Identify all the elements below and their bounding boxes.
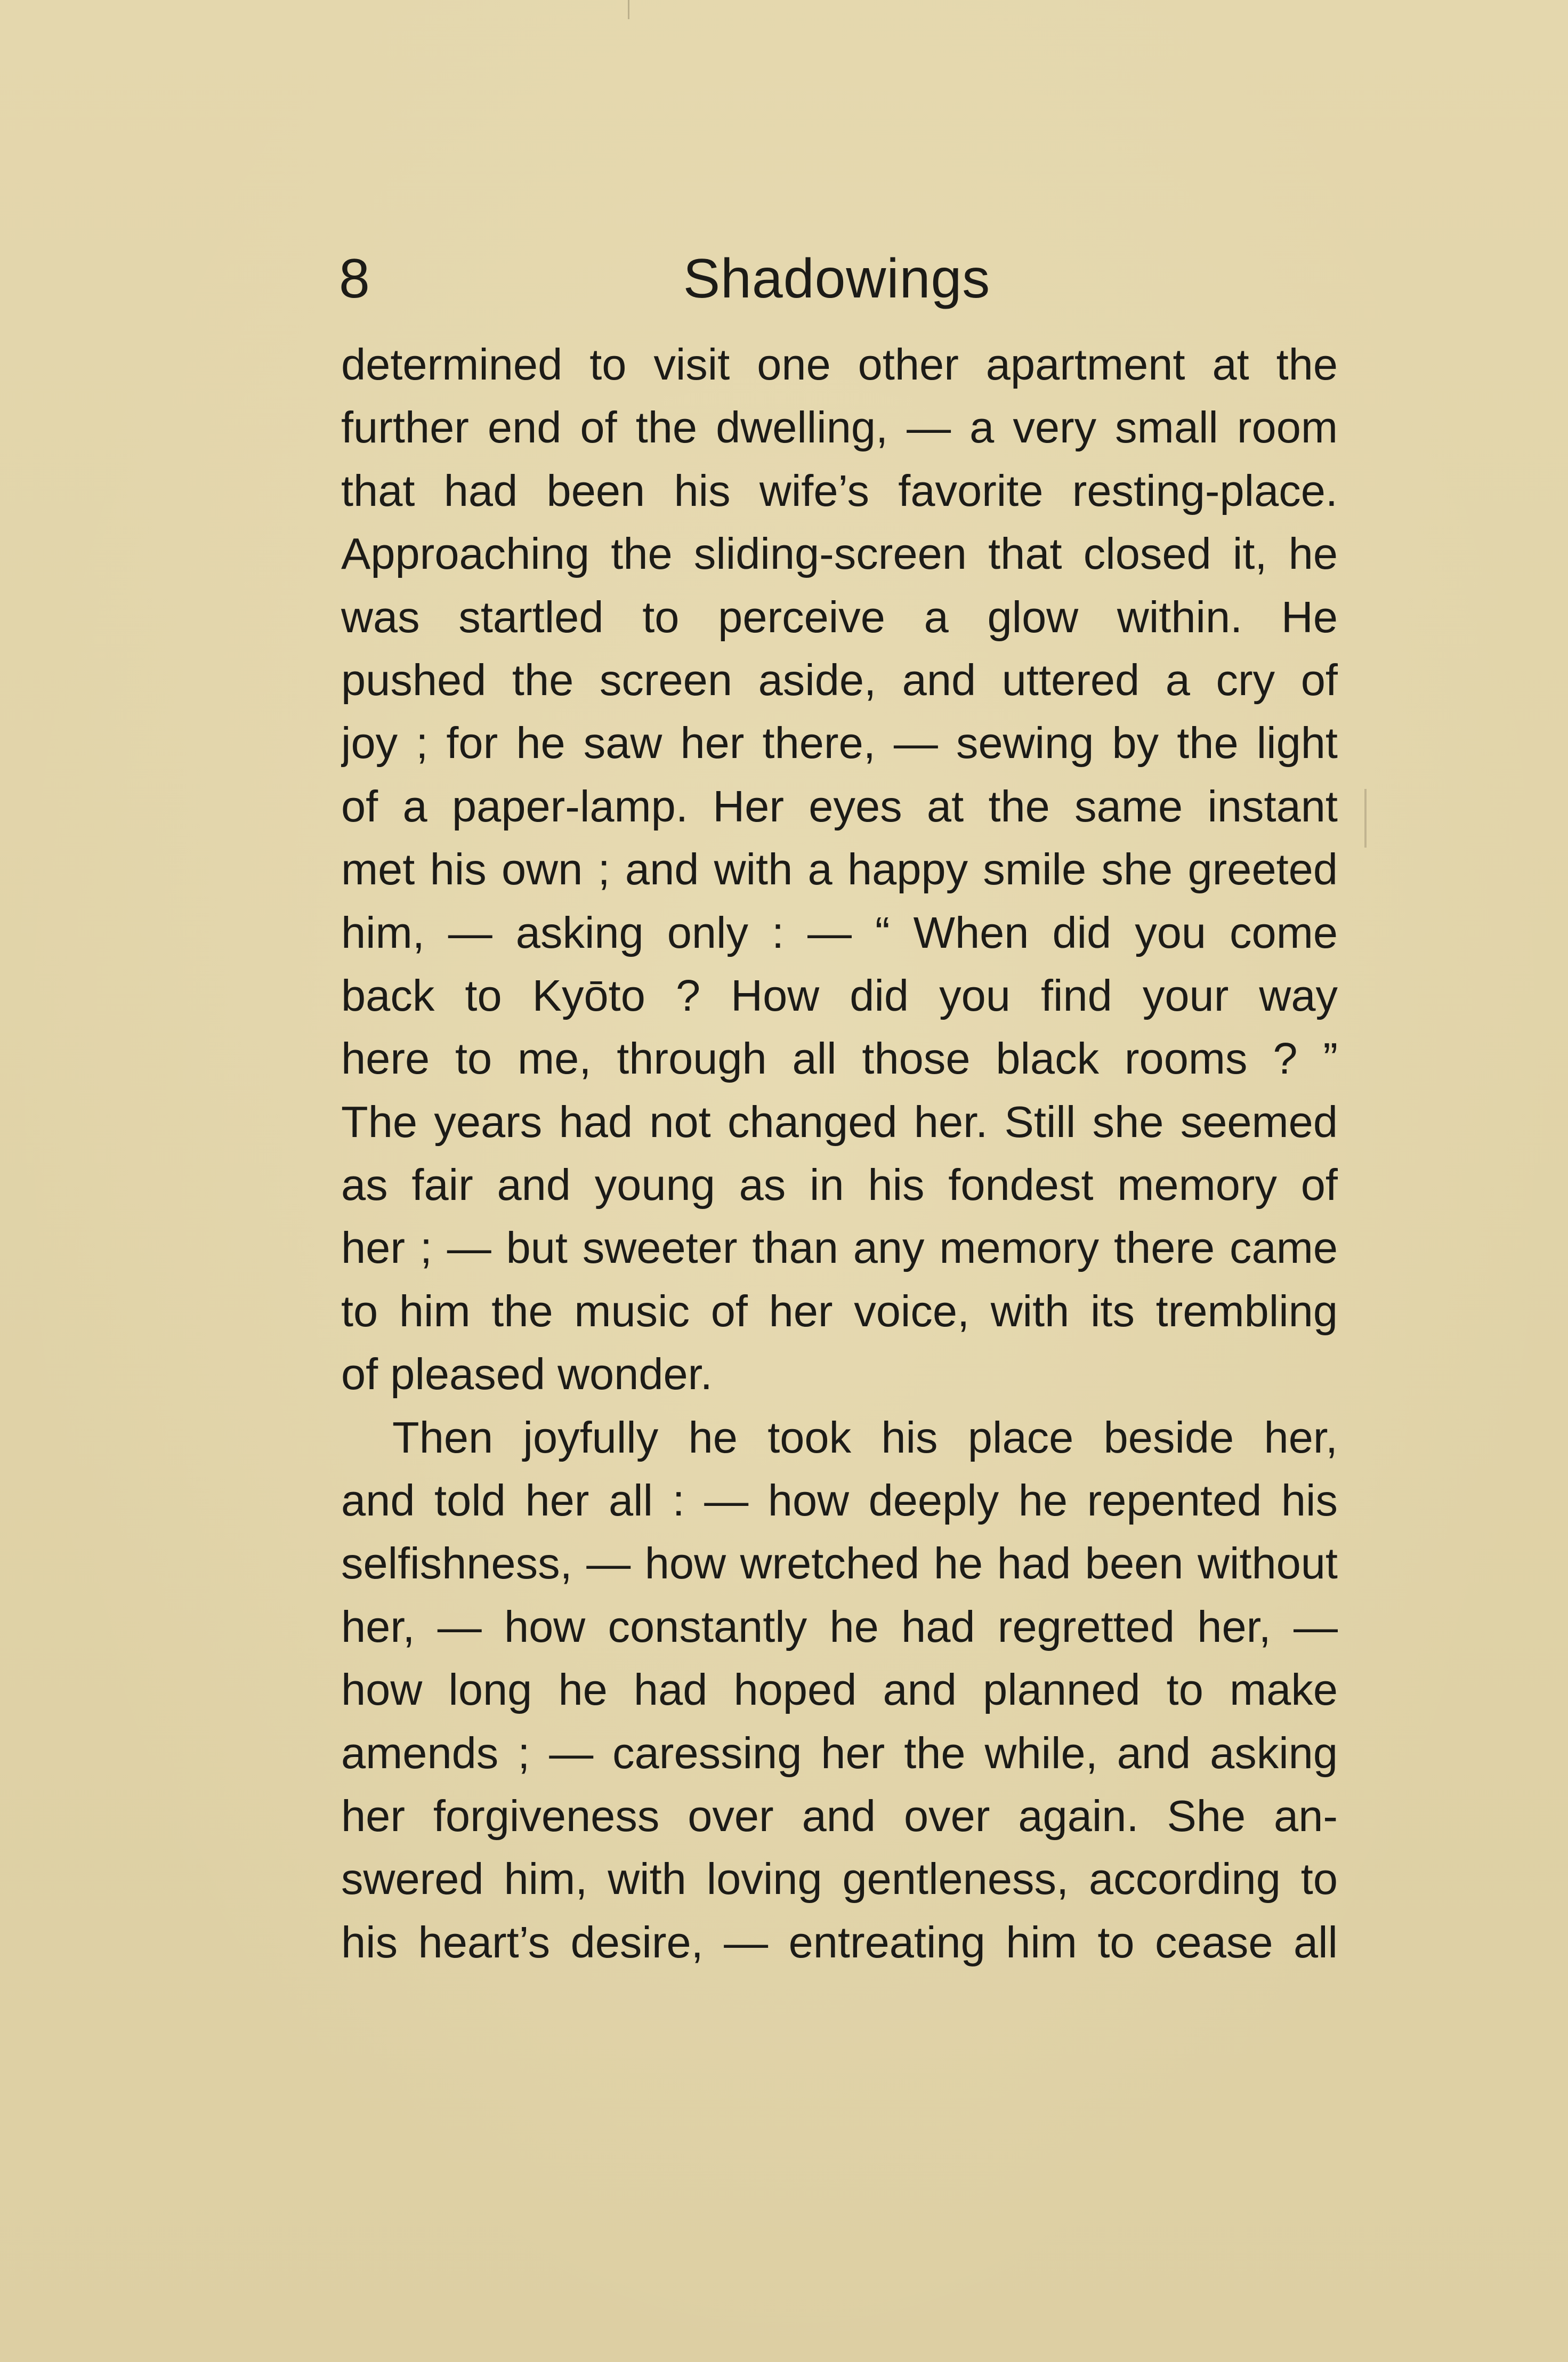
text-line: her, — how constantly he had regretted her, — (341, 1601, 1338, 1651)
text-line: swered him, with loving gentleness, according to (341, 1854, 1338, 1904)
text-line: back to Kyōto ? How did you find your way (341, 970, 1338, 1020)
text-line: of a paper-lamp. Her eyes at the same instant (341, 781, 1338, 831)
text-line: here to me, through all those black rooms ? ” (341, 1034, 1338, 1084)
text-line: his heart’s desire, — entreating him to cease all (341, 1917, 1338, 1967)
text-line: of pleased wonder. (341, 1349, 713, 1399)
margin-mark (1364, 789, 1367, 848)
page-number: 8 (339, 248, 370, 310)
body-text (341, 333, 1338, 2007)
text-line: to him the music of her voice, with its trembling (341, 1286, 1338, 1336)
text-line: met his own ; and with a happy smile she greeted (341, 844, 1338, 894)
text-line: Then joyfully he took his place beside her, (392, 1412, 1338, 1462)
text-line: and told her all : — how deeply he repented his (341, 1476, 1338, 1526)
scan-artifact-mark (628, 0, 629, 19)
text-line: selfishness, — how wretched he had been without (341, 1538, 1338, 1589)
text-line: as fair and young as in his fondest memory of (341, 1160, 1338, 1210)
text-line: amends ; — caressing her the while, and asking (341, 1728, 1338, 1778)
running-head: Shadowings (683, 248, 991, 310)
text-line: Approaching the sliding-screen that closed it, he (341, 529, 1338, 579)
text-line: him, — asking only : — “ When did you come (341, 907, 1338, 957)
text-line: how long he had hoped and planned to make (341, 1665, 1338, 1715)
page-header (339, 239, 1335, 319)
text-line: determined to visit one other apartment at the (341, 340, 1338, 389)
text-line: The years had not changed her. Still she seemed (341, 1097, 1338, 1147)
text-line: joy ; for he saw her there, — sewing by the light (341, 718, 1338, 768)
text-line: pushed the screen aside, and uttered a cry of (341, 655, 1338, 705)
text-line: was startled to perceive a glow within. He (341, 592, 1338, 642)
text-line: her forgiveness over and over again. She an- (341, 1791, 1338, 1841)
text-line: further end of the dwelling, — a very small room (341, 402, 1338, 453)
text-line: that had been his wife’s favorite resting-place. (341, 465, 1338, 515)
text-line: her ; — but sweeter than any memory there came (341, 1223, 1338, 1273)
